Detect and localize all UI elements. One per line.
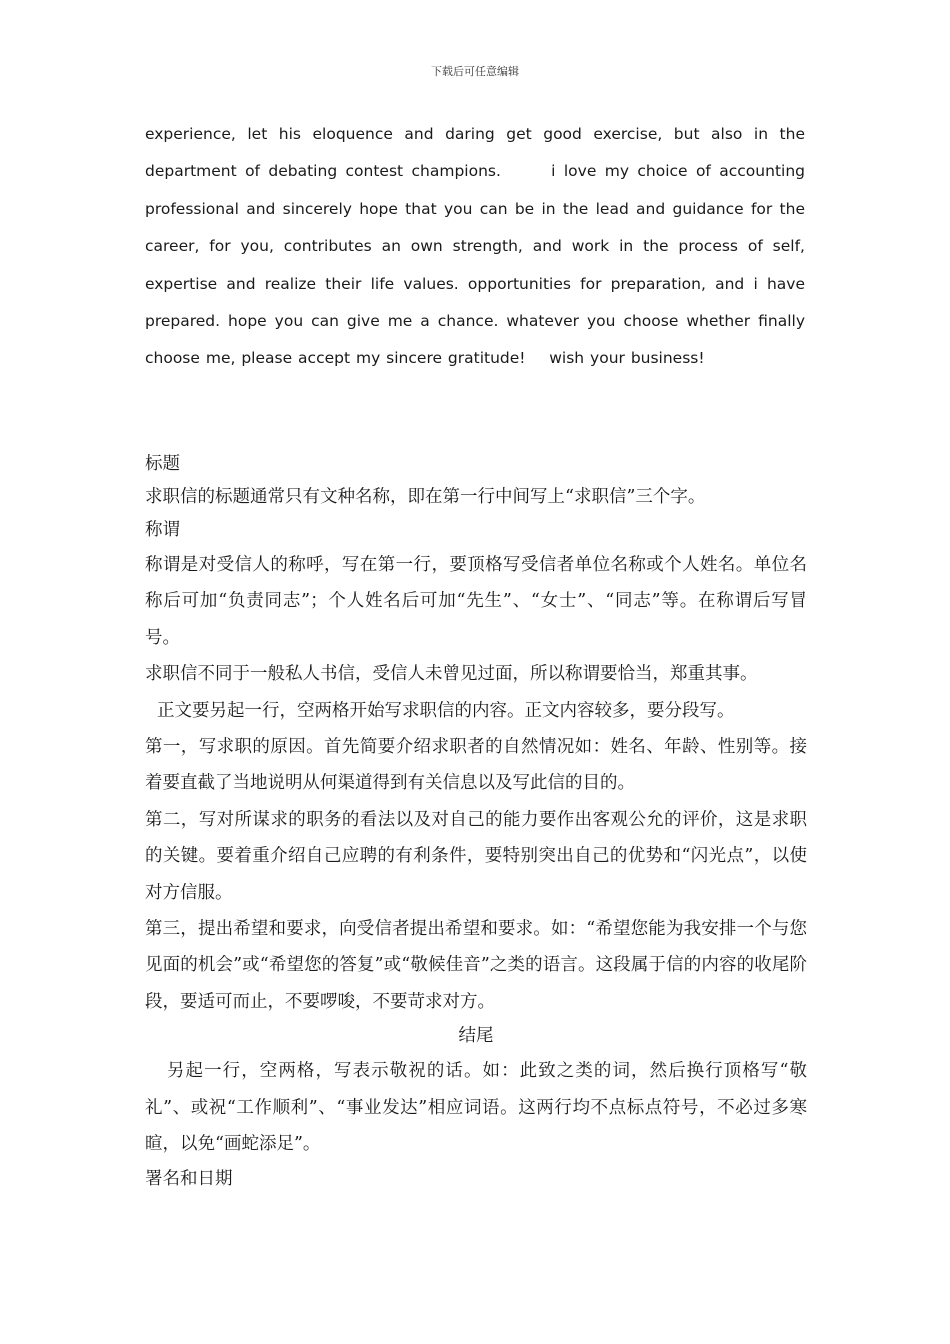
point-one: 第一，写求职的原因。首先简要介绍求职者的自然情况如：姓名、年龄、性别等。接着要直截了当地说明从何渠道得到有关信息以及写此信的目的。 bbox=[145, 737, 807, 794]
salutation-note: 求职信不同于一般私人书信，受信人未曾见过面，所以称谓要恰当，郑重其事。 bbox=[145, 664, 758, 685]
salutation-text: 称谓是对受信人的称呼，写在第一行，要顶格写受信者单位名称或个人姓名。单位名称后可加“负责同志”；个人姓名后可加“先生”、“女士”、“同志”等。在称谓后写冒号。 bbox=[145, 555, 807, 648]
title-text: 求职信的标题通常只有文种名称，即在第一行中间写上“求职信”三个字。 bbox=[145, 487, 706, 507]
point-three: 第三，提出希望和要求，向受信者提出希望和要求。如：“希望您能为我安排一个与您见面的机会”或“希望您的答复”或“敬候佳音”之类的语言。这段属于信的内容的收尾阶段，要适可而止，不要啰唆，不要苛求对方。 bbox=[145, 919, 807, 1012]
body-intro: 正文要另起一行，空两格开始写求职信的内容。正文内容较多，要分段写。 bbox=[157, 700, 735, 721]
point-two: 第二，写对所谋求的职务的看法以及对自己的能力要作出客观公允的评价，这是求职的关键。要着重介绍自己应聘的有利条件，要特别突出自己的优势和“闪光点”，以使对方信服。 bbox=[145, 809, 807, 903]
closing-heading: 结尾 bbox=[458, 1026, 494, 1047]
chinese-guide bbox=[145, 448, 807, 1196]
title-heading: 标题 bbox=[145, 454, 180, 474]
closing-text: 另起一行，空两格，写表示敬祝的话。如：此致之类的词，然后换行顶格写“敬礼”、或祝“工作顺利”、“事业发达”相应词语。这两行均不点标点符号，不必过多寒暄，以免“画蛇添足”。 bbox=[145, 1061, 807, 1155]
english-paragraph: experience, let his eloquence and daring get good exercise, but also in the department of debating contest champions. i love my choice of accounting professional and sincerely hope that you can be in the lead and guidance for the career, for you, contributes an own strength, and work in the process of self, expertise and realize their life values. opportunities for preparation, and i have prepared. hope you can give me a chance. whatever you choose whether finally choose me, please accept my sincere gratitude! wish your business! bbox=[145, 125, 811, 368]
page-header: 下载后可任意编辑 bbox=[431, 65, 519, 78]
salutation-heading: 称谓 bbox=[145, 520, 180, 540]
signature-heading: 署名和日期 bbox=[145, 1168, 233, 1189]
